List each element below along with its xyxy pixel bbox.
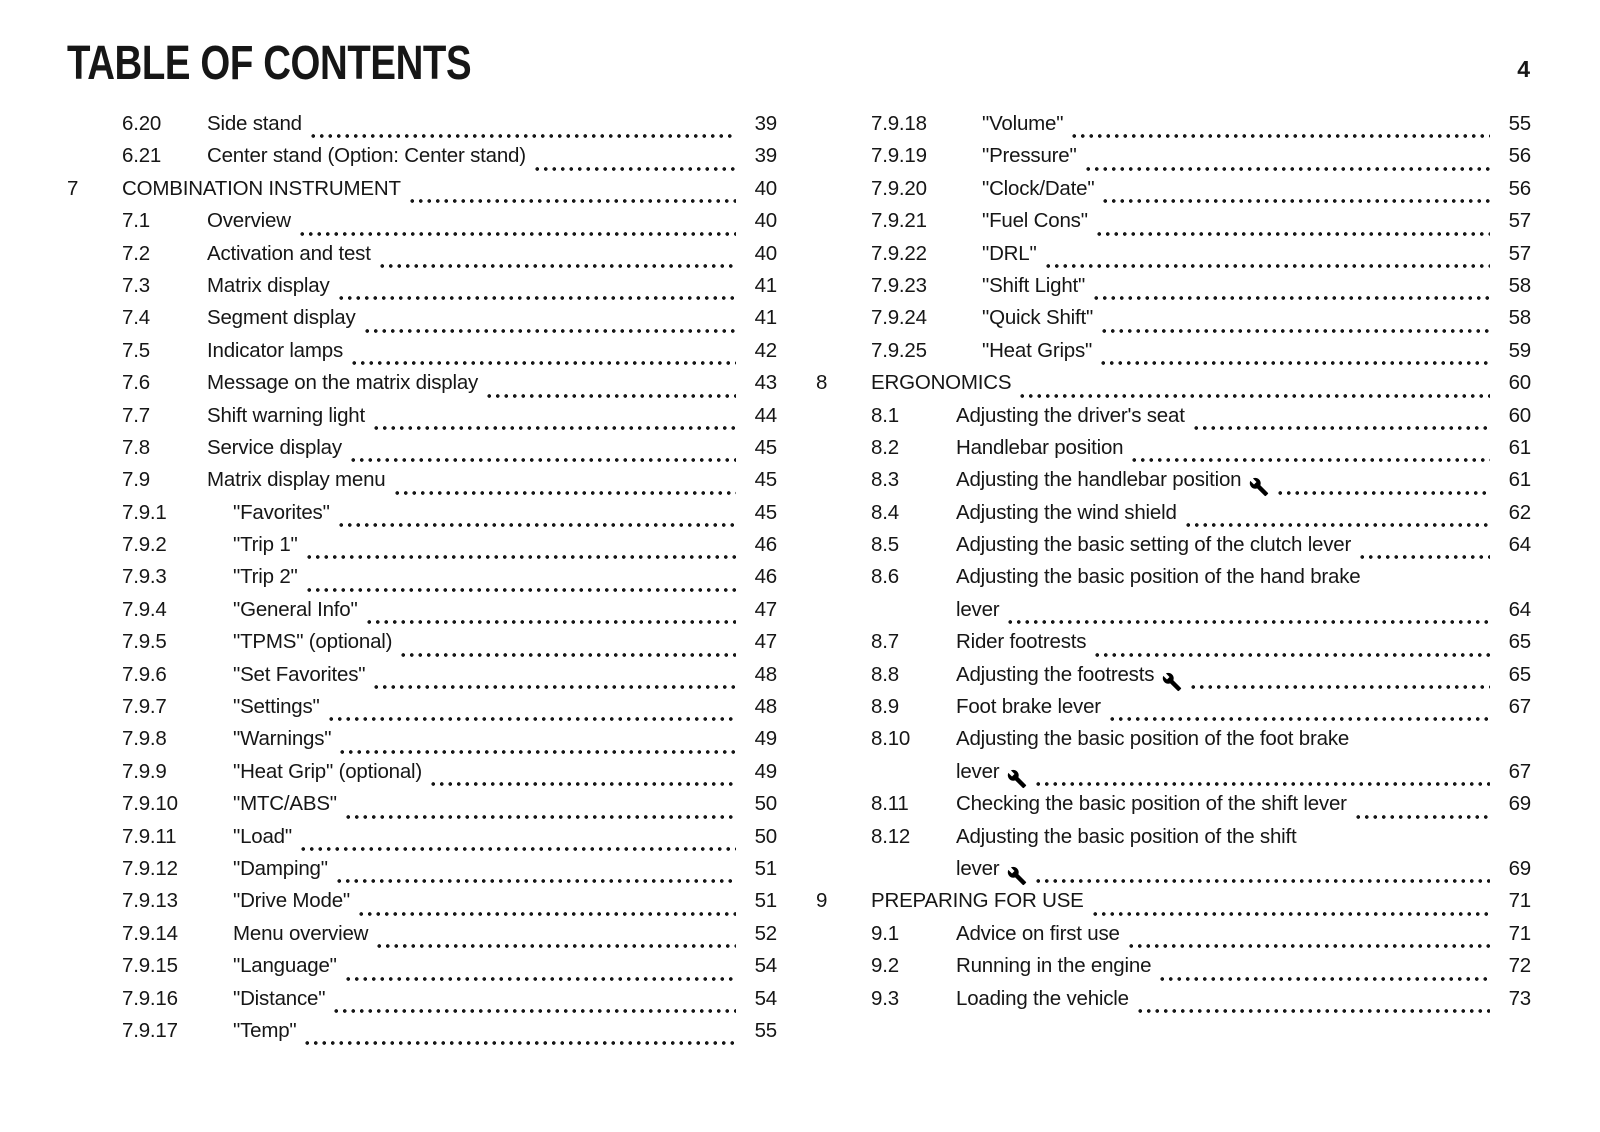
dot-leader <box>357 889 736 921</box>
toc-entry-title: "Temp" <box>233 1018 297 1042</box>
toc-entry-page: 71 <box>1508 889 1531 913</box>
toc-entry-title: "General Info" <box>233 597 358 621</box>
toc-entry-page: 46 <box>754 533 777 557</box>
toc-entry-page: 41 <box>754 306 777 330</box>
dot-leader <box>298 209 736 241</box>
dot-leader <box>533 144 736 176</box>
toc-entry <box>67 630 777 662</box>
toc-entry-number: 8.1 <box>871 403 899 427</box>
dot-leader <box>1044 242 1490 274</box>
dot-leader <box>1192 404 1490 436</box>
toc-entry-number: 8.8 <box>871 662 899 686</box>
toc-entry-title: "Trip 1" <box>233 533 298 557</box>
toc-entry-number: 7.9.3 <box>122 565 167 589</box>
dot-leader <box>1070 112 1490 144</box>
toc-entry-page: 49 <box>754 759 777 783</box>
toc-entry-page: 39 <box>754 144 777 168</box>
toc-entry-page: 55 <box>1508 112 1531 135</box>
toc-entry-page: 52 <box>754 921 777 945</box>
toc-entry-number: 7.2 <box>122 241 150 265</box>
dot-leader <box>344 792 736 824</box>
toc-entry-page: 65 <box>1508 662 1531 686</box>
toc-entry-title: "Volume" <box>982 112 1064 135</box>
toc-entry-title: "Clock/Date" <box>982 176 1095 200</box>
toc-column-right <box>816 112 1531 1051</box>
toc-entry-page: 48 <box>754 662 777 686</box>
toc-entry-number: 7.9.1 <box>122 500 167 524</box>
toc-entry-number: 7.9.15 <box>122 954 178 978</box>
toc-entry-page: 67 <box>1508 695 1531 719</box>
toc-entry-title: "Set Favorites" <box>233 662 366 686</box>
toc-entry-number: 7.9.20 <box>871 176 927 200</box>
toc-entry-title: Adjusting the footrests <box>956 662 1155 686</box>
toc-entry-page: 40 <box>754 176 777 200</box>
toc-entry-title: Matrix display <box>207 273 330 297</box>
toc-entry-number: 7.9.8 <box>122 727 167 751</box>
toc-entry-number: 7.9.25 <box>871 338 927 362</box>
toc-entry-number: 7 <box>67 176 79 200</box>
toc-entry <box>816 404 1531 436</box>
toc-entry-page: 65 <box>1508 630 1531 654</box>
toc-entry <box>67 274 777 306</box>
dot-leader <box>1189 663 1490 695</box>
toc-entry-title: Service display <box>207 435 342 459</box>
toc-entry-number: 9.2 <box>871 954 899 978</box>
toc-entry-page: 62 <box>1508 500 1531 524</box>
toc-entry-title: "DRL" <box>982 241 1037 265</box>
toc-entry-title: Foot brake lever <box>956 695 1101 719</box>
toc-entry <box>67 436 777 468</box>
toc-entry-page: 56 <box>1508 176 1531 200</box>
toc-entry-number: 8.3 <box>871 468 899 492</box>
toc-entry-title: "Drive Mode" <box>233 889 350 913</box>
toc-entry <box>816 242 1531 274</box>
dot-leader <box>378 242 736 274</box>
toc-entry <box>67 1019 777 1051</box>
toc-entry <box>816 695 1531 727</box>
toc-entry-title: Activation and test <box>207 241 371 265</box>
toc-entry-number: 8.9 <box>871 695 899 719</box>
toc-entry <box>816 663 1531 695</box>
toc-entry <box>67 501 777 533</box>
toc-entry <box>67 922 777 954</box>
toc-entry <box>816 177 1531 209</box>
toc-entry-title: "Favorites" <box>233 500 330 524</box>
toc-entry-page: 60 <box>1508 403 1531 427</box>
toc-entry-number: 8.2 <box>871 435 899 459</box>
toc-entry-title-line2: lever <box>956 597 1000 621</box>
toc-entry-page: 48 <box>754 695 777 719</box>
dot-leader <box>1095 209 1490 241</box>
toc-entry-title: "Settings" <box>233 695 320 719</box>
dot-leader <box>1101 177 1490 209</box>
toc-entry-title: Center stand (Option: Center stand) <box>207 144 526 168</box>
toc-entry-title: "Shift Light" <box>982 273 1086 297</box>
toc-entry <box>67 825 777 857</box>
toc-entry-number: 7.9.12 <box>122 856 178 880</box>
toc-entry-title: Running in the engine <box>956 954 1152 978</box>
toc-entry-number: 7.9.17 <box>122 1018 178 1042</box>
toc-entry-page: 54 <box>754 954 777 978</box>
toc-entry-page: 61 <box>1508 435 1531 459</box>
dot-leader <box>1100 306 1490 338</box>
toc-entry <box>816 825 1531 857</box>
dot-leader <box>1354 792 1490 824</box>
dot-leader <box>429 760 736 792</box>
toc-entry-page: 49 <box>754 727 777 751</box>
toc-entry-page: 69 <box>1508 792 1531 816</box>
toc-entry <box>67 112 777 144</box>
toc-entry <box>816 889 1531 921</box>
toc-entry <box>67 404 777 436</box>
dot-leader <box>365 598 736 630</box>
toc-entry-page: 51 <box>754 889 777 913</box>
toc-entry <box>67 889 777 921</box>
toc-entry-number: 7.9.5 <box>122 630 167 654</box>
dot-leader <box>1130 436 1490 468</box>
toc-entry <box>67 598 777 630</box>
toc-entry-title: Matrix display menu <box>207 468 386 492</box>
toc-entry-title: Adjusting the basic position of the hand brake <box>956 565 1361 589</box>
toc-entry-number: 7.9.7 <box>122 695 167 719</box>
toc-entry <box>67 177 777 209</box>
toc-entry-page: 50 <box>754 824 777 848</box>
toc-entry-number: 7.9.9 <box>122 759 167 783</box>
toc-entry-title: "Pressure" <box>982 144 1077 168</box>
toc-entry-page: 41 <box>754 273 777 297</box>
dot-leader <box>363 306 736 338</box>
dot-leader <box>350 339 736 371</box>
toc-entry-page: 47 <box>754 597 777 621</box>
dot-leader <box>1092 274 1490 306</box>
toc-entry <box>67 954 777 986</box>
toc-entry-number: 7.9.18 <box>871 112 927 135</box>
dot-leader <box>1158 954 1490 986</box>
dot-leader <box>337 274 736 306</box>
toc-entry <box>67 306 777 338</box>
toc-entry-page: 39 <box>754 112 777 135</box>
dot-leader <box>485 371 736 403</box>
dot-leader <box>1006 598 1490 630</box>
toc-entry <box>816 371 1531 403</box>
toc-entry-continuation <box>816 760 1531 792</box>
dot-leader <box>1084 144 1490 176</box>
dot-leader <box>327 695 736 727</box>
toc-entry-page: 71 <box>1508 921 1531 945</box>
toc-entry <box>67 987 777 1019</box>
toc-entry <box>816 792 1531 824</box>
page-title: TABLE OF CONTENTS <box>67 37 472 90</box>
toc-entry <box>816 274 1531 306</box>
dot-leader <box>372 404 736 436</box>
dot-leader <box>408 177 736 209</box>
toc-entry-number: 7.6 <box>122 371 150 395</box>
dot-leader <box>344 954 736 986</box>
toc-entry-title: Loading the vehicle <box>956 986 1129 1010</box>
toc-entry-title: Adjusting the handlebar position <box>956 468 1242 492</box>
toc-entry <box>816 922 1531 954</box>
toc-entry-number: 7.3 <box>122 273 150 297</box>
toc-entry-title: Checking the basic position of the shift lever <box>956 792 1347 816</box>
toc-entry-number: 7.9.13 <box>122 889 178 913</box>
toc-entry-number: 7.8 <box>122 435 150 459</box>
toc-entry <box>816 468 1531 500</box>
dot-leader <box>1127 922 1490 954</box>
toc-entry-number: 8.7 <box>871 630 899 654</box>
toc-entry-number: 7.9.2 <box>122 533 167 557</box>
dot-leader <box>372 663 736 695</box>
toc-entry-page: 58 <box>1508 273 1531 297</box>
toc-entry <box>816 727 1531 759</box>
toc-entry <box>67 565 777 597</box>
toc-entry-title: "Heat Grip" (optional) <box>233 759 423 783</box>
toc-entry-title: ERGONOMICS <box>871 371 1012 395</box>
toc-entry-title: COMBINATION INSTRUMENT <box>122 176 401 200</box>
toc-entry-title: PREPARING FOR USE <box>871 889 1084 913</box>
toc-entry <box>816 630 1531 662</box>
toc-entry <box>67 663 777 695</box>
toc-entry-page: 55 <box>754 1018 777 1042</box>
toc-entry-title: Overview <box>207 209 291 233</box>
toc-entry <box>816 987 1531 1019</box>
dot-leader <box>1108 695 1490 727</box>
toc-entry-title: Adjusting the basic setting of the clutch lever <box>956 533 1352 557</box>
dot-leader <box>1136 987 1490 1019</box>
toc-entry-page: 67 <box>1508 759 1531 783</box>
toc-entry-title: Menu overview <box>233 921 369 945</box>
wrench-icon <box>1249 477 1269 497</box>
dot-leader <box>1093 630 1490 662</box>
toc-entry-title: "Fuel Cons" <box>982 209 1088 233</box>
toc-entry-continuation <box>816 598 1531 630</box>
toc-entry-number: 7.5 <box>122 338 150 362</box>
toc-entry <box>816 209 1531 241</box>
toc-entry-number: 7.9.22 <box>871 241 927 265</box>
toc-entry <box>67 371 777 403</box>
toc-entry-number: 7.7 <box>122 403 150 427</box>
toc-entry-page: 45 <box>754 468 777 492</box>
toc-entry-number: 7.9.10 <box>122 792 178 816</box>
toc-entry-number: 7.1 <box>122 209 150 233</box>
dot-leader <box>305 565 736 597</box>
toc-entry <box>67 144 777 176</box>
dot-leader <box>305 533 736 565</box>
dot-leader <box>1091 889 1490 921</box>
toc-entry-title: "Language" <box>233 954 337 978</box>
dot-leader <box>1034 857 1490 889</box>
toc-entry-number: 8.11 <box>871 792 909 816</box>
toc-entry <box>67 242 777 274</box>
toc-entry-title: Adjusting the basic position of the foot brake <box>956 727 1350 751</box>
toc-entry-title-line2: lever <box>956 856 1000 880</box>
toc-entry-page: 51 <box>754 856 777 880</box>
toc-entry-title: Side stand <box>207 112 302 135</box>
toc-entry-page: 50 <box>754 792 777 816</box>
dot-leader <box>1184 501 1490 533</box>
toc-entry-title: Rider footrests <box>956 630 1087 654</box>
toc-entry-page: 64 <box>1508 533 1531 557</box>
toc-entry-number: 7.4 <box>122 306 150 330</box>
toc-entry-continuation <box>816 857 1531 889</box>
toc-entry <box>67 760 777 792</box>
dot-leader <box>375 922 736 954</box>
toc-entry-page: 61 <box>1508 468 1531 492</box>
page-number: 4 <box>1517 56 1530 82</box>
toc-entry-title: "Distance" <box>233 986 326 1010</box>
toc-entry-number: 7.9.23 <box>871 273 927 297</box>
toc-entry <box>816 533 1531 565</box>
dot-leader <box>393 468 737 500</box>
toc-entry-title: Message on the matrix display <box>207 371 479 395</box>
dot-leader <box>1358 533 1490 565</box>
toc-entry <box>67 727 777 759</box>
toc-entry-title: Indicator lamps <box>207 338 344 362</box>
dot-leader <box>337 501 736 533</box>
toc-entry-page: 43 <box>754 371 777 395</box>
dot-leader <box>338 727 736 759</box>
toc-entry-title: "TPMS" (optional) <box>233 630 393 654</box>
toc-entry <box>67 857 777 889</box>
toc-entry-number: 7.9.11 <box>122 824 177 848</box>
toc-entry-page: 58 <box>1508 306 1531 330</box>
toc-entry <box>816 144 1531 176</box>
toc-entry <box>816 565 1531 597</box>
toc-entry-page: 57 <box>1508 241 1531 265</box>
toc-entry-title: Segment display <box>207 306 356 330</box>
toc-entry-number: 7.9.14 <box>122 921 178 945</box>
toc-entry-title: Adjusting the wind shield <box>956 500 1177 524</box>
toc-entry-page: 54 <box>754 986 777 1010</box>
toc-entry-page: 60 <box>1508 371 1531 395</box>
toc-entry-page: 72 <box>1508 954 1531 978</box>
wrench-icon <box>1007 769 1027 789</box>
toc-entry-number: 7.9.24 <box>871 306 927 330</box>
toc-entry-title: Advice on first use <box>956 921 1120 945</box>
toc-entry-number: 8.12 <box>871 824 911 848</box>
toc-entry-title: Adjusting the basic position of the shift <box>956 824 1297 848</box>
toc-entry <box>67 533 777 565</box>
toc-entry-number: 7.9.4 <box>122 597 167 621</box>
wrench-icon <box>1162 672 1182 692</box>
toc-entry-number: 8 <box>816 371 828 395</box>
dot-leader <box>335 857 736 889</box>
toc-entry <box>816 306 1531 338</box>
toc-entry-number: 6.20 <box>122 112 162 135</box>
toc-entry-number: 7.9.6 <box>122 662 167 686</box>
toc-entry-page: 44 <box>754 403 777 427</box>
toc-entry-page: 40 <box>754 241 777 265</box>
toc-entry-title: "Warnings" <box>233 727 332 751</box>
toc-entry-title: Shift warning light <box>207 403 366 427</box>
toc-entry-number: 8.4 <box>871 500 899 524</box>
toc-entry <box>67 792 777 824</box>
toc-column-left <box>67 112 777 1051</box>
toc-entry-number: 7.9.19 <box>871 144 927 168</box>
toc-entry <box>816 339 1531 371</box>
toc-entry-number: 7.9.21 <box>871 209 927 233</box>
toc-entry-page: 40 <box>754 209 777 233</box>
toc-entry-title-line2: lever <box>956 759 1000 783</box>
toc-entry <box>67 209 777 241</box>
toc-entry-number: 9.3 <box>871 986 899 1010</box>
wrench-icon <box>1007 866 1027 886</box>
toc-entry-number: 7.9.16 <box>122 986 178 1010</box>
toc-entry-page: 45 <box>754 500 777 524</box>
toc-entry-title: Handlebar position <box>956 435 1124 459</box>
dot-leader <box>399 630 736 662</box>
toc-entry <box>816 436 1531 468</box>
dot-leader <box>332 987 736 1019</box>
dot-leader <box>299 825 736 857</box>
dot-leader <box>309 112 736 144</box>
toc-entry <box>67 468 777 500</box>
toc-entry-page: 42 <box>754 338 777 362</box>
toc-entry-title: Adjusting the driver's seat <box>956 403 1185 427</box>
dot-leader <box>303 1019 736 1051</box>
dot-leader <box>1034 760 1490 792</box>
toc-entry-number: 8.5 <box>871 533 899 557</box>
toc-entry-page: 45 <box>754 435 777 459</box>
toc-entry-title: "Heat Grips" <box>982 338 1093 362</box>
toc-entry-number: 9 <box>816 889 828 913</box>
toc-entry-page: 69 <box>1508 856 1531 880</box>
toc-entry-title: "Damping" <box>233 856 328 880</box>
toc-entry <box>816 112 1531 144</box>
toc-entry <box>67 695 777 727</box>
toc-entry-number: 6.21 <box>122 144 162 168</box>
dot-leader <box>1018 371 1490 403</box>
toc-entry-page: 59 <box>1508 338 1531 362</box>
toc-entry <box>67 339 777 371</box>
toc-entry-page: 47 <box>754 630 777 654</box>
toc-entry-page: 56 <box>1508 144 1531 168</box>
dot-leader <box>349 436 736 468</box>
dot-leader <box>1099 339 1490 371</box>
toc-entry-title: "MTC/ABS" <box>233 792 337 816</box>
toc-entry-number: 8.6 <box>871 565 899 589</box>
toc-entry-page: 46 <box>754 565 777 589</box>
toc-entry-page: 64 <box>1508 597 1531 621</box>
toc-entry-number: 8.10 <box>871 727 911 751</box>
toc-entry-page: 57 <box>1508 209 1531 233</box>
toc-entry-page: 73 <box>1508 986 1531 1010</box>
toc-entry <box>816 501 1531 533</box>
toc-entry-title: "Load" <box>233 824 292 848</box>
dot-leader <box>1276 468 1490 500</box>
toc-entry <box>816 954 1531 986</box>
toc-entry-title: "Trip 2" <box>233 565 298 589</box>
toc-columns <box>67 112 1531 1051</box>
toc-entry-number: 9.1 <box>871 921 899 945</box>
toc-entry-number: 7.9 <box>122 468 150 492</box>
toc-entry-title: "Quick Shift" <box>982 306 1094 330</box>
